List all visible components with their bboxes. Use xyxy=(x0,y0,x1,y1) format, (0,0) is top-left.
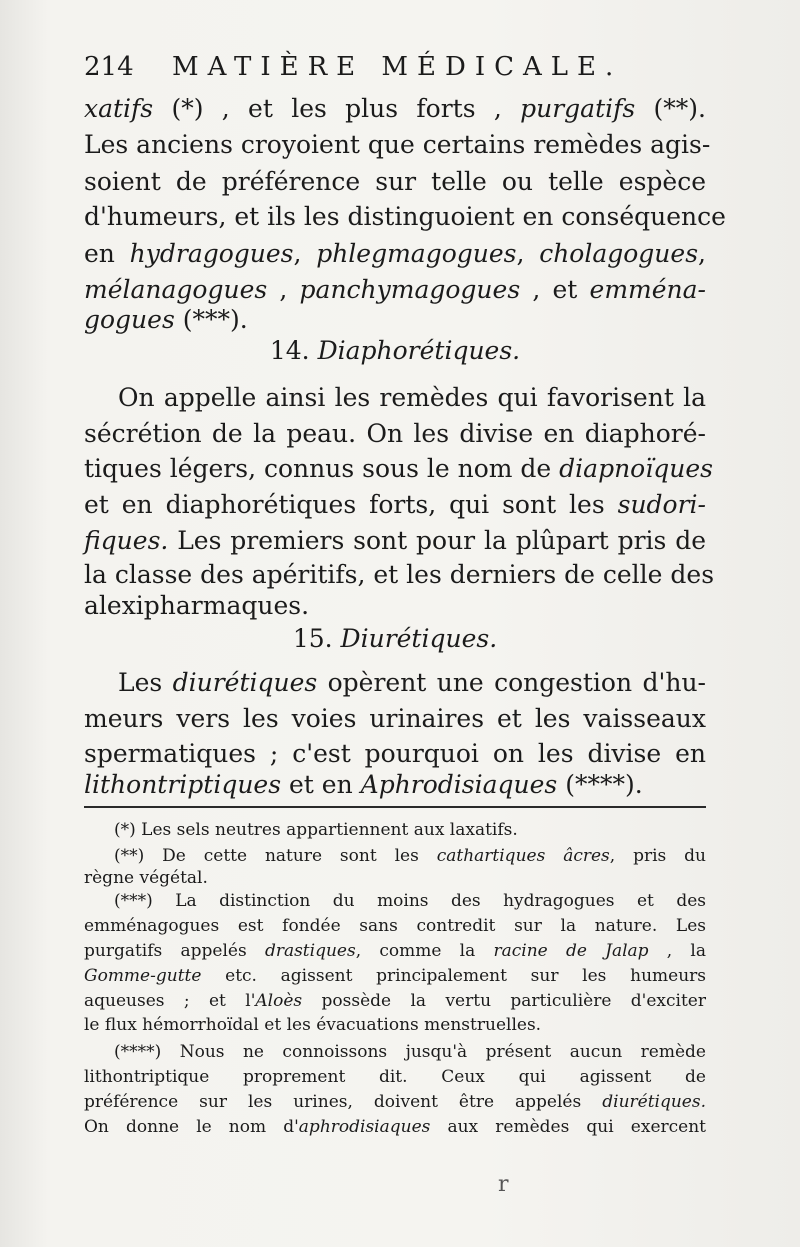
text-line: gogues (***). xyxy=(84,305,248,334)
footnote-4-line: préférence sur les urines, doivent être appelés diurétiques. xyxy=(84,1092,706,1112)
footnote-2: (**) De cette nature sont les cathartiques âcres, pris du xyxy=(114,846,706,866)
text-line: alexipharmaques. xyxy=(84,591,310,620)
footnote-3: (***) La distinction du moins des hydragogues et des xyxy=(114,891,706,911)
text-line: fiques. Les premiers sont pour la plûpart pris de xyxy=(84,526,706,555)
signature-mark: r xyxy=(498,1172,509,1197)
text-line: mélanagogues , panchymagogues , et emména- xyxy=(84,275,706,304)
footnote-3-line: aqueuses ; et l'Aloès possède la vertu particulière d'exciter xyxy=(84,991,706,1011)
footnote-4-line: On donne le nom d'aphrodisiaques aux remèdes qui exercent xyxy=(84,1117,706,1137)
section-heading-14: 14. Diaphorétiques. xyxy=(269,336,521,365)
footnote-3-line: emménagogues est fondée sans contredit sur la nature. Les xyxy=(84,916,706,936)
page-number: 214 xyxy=(84,52,134,82)
text-line: lithontriptiques et en Aphrodisiaques (****). xyxy=(84,770,643,799)
text-line: sécrétion de la peau. On les divise en diaphoré- xyxy=(84,419,706,448)
footnote-3-line: le flux hémorrhoïdal et les évacuations menstruelles. xyxy=(84,1015,542,1035)
footnote-1: (*) Les sels neutres appartiennent aux laxatifs. xyxy=(114,820,518,840)
text-line: spermatiques ; c'est pourquoi on les divise en xyxy=(84,739,706,768)
running-title: MATIÈRE MÉDICALE. xyxy=(172,52,623,82)
text-line: d'humeurs, et ils les distinguoient en conséquence xyxy=(84,202,726,231)
footnote-3-line: Gomme-gutte etc. agissent principalement sur les humeurs xyxy=(84,966,706,986)
text-line: meurs vers les voies urinaires et les vaisseaux xyxy=(84,704,706,733)
text-line: et en diaphorétiques forts, qui sont les sudori- xyxy=(84,490,706,519)
text-line: xatifs (*) , et les plus forts , purgatifs (**). xyxy=(84,94,706,123)
footnote-4: (****) Nous ne connoissons jusqu'à présent aucun remède xyxy=(114,1042,706,1062)
text-line: Les anciens croyoient que certains remèdes agis- xyxy=(84,130,711,159)
text-line: la classe des apéritifs, et les derniers de celle des xyxy=(84,560,715,589)
text-line: tiques légers, connus sous le nom de diapnoïques xyxy=(84,454,713,483)
footnote-4-line: lithontriptique proprement dit. Ceux qui agissent de xyxy=(84,1067,706,1087)
text-line: On appelle ainsi les remèdes qui favorisent la xyxy=(118,383,706,412)
text-line: soient de préférence sur telle ou telle espèce xyxy=(84,167,706,196)
footnote-2-line-2: règne végétal. xyxy=(84,868,208,888)
section-heading-15: 15. Diurétiques. xyxy=(292,624,498,653)
text-line: en hydragogues, phlegmagogues, cholagogues, xyxy=(84,239,706,268)
footnote-3-line: purgatifs appelés drastiques, comme la racine de Jalap , la xyxy=(84,941,706,961)
text-line: Les diurétiques opèrent une congestion d'hu- xyxy=(118,668,706,697)
footnote-divider xyxy=(84,806,706,808)
